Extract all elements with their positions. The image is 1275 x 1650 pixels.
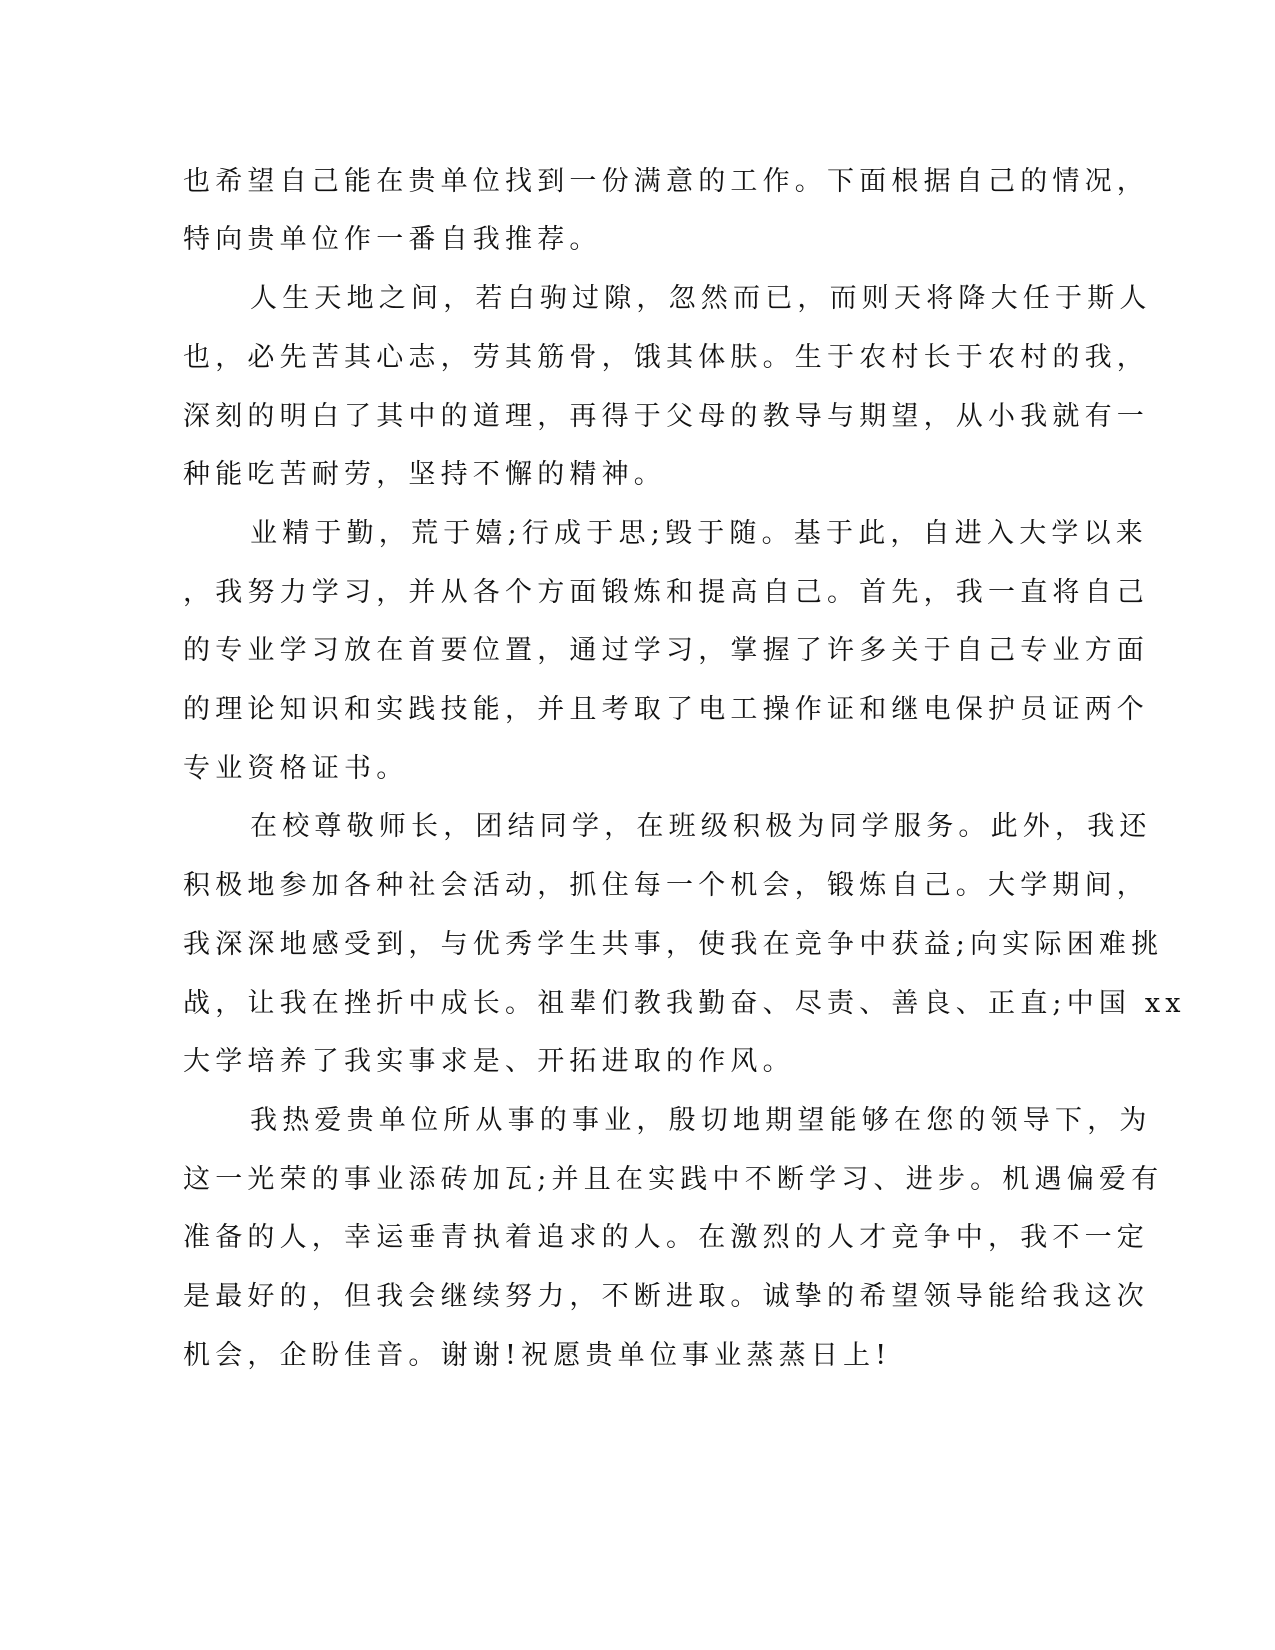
text-line: 积极地参加各种社会活动，抓住每一个机会，锻炼自己。大学期间， (183, 870, 1149, 901)
text-line: 是最好的，但我会继续努力，不断进取。诚挚的希望领导能给我这次 (183, 1281, 1149, 1312)
text-line: 这一光荣的事业添砖加瓦;并且在实践中不断学习、进步。机遇偏爱有 (183, 1164, 1164, 1195)
text-line: 我深深地感受到，与优秀学生共事，使我在竞争中获益;向实际困难挑 (183, 929, 1164, 960)
text-line: 也，必先苦其心志，劳其筋骨，饿其体肤。生于农村长于农村的我， (183, 342, 1149, 373)
text-line: ，我努力学习，并从各个方面锻炼和提高自己。首先，我一直将自己 (183, 577, 1149, 608)
paragraph-first-line: 业精于勤，荒于嬉;行成于思;毁于随。基于此，自进入大学以来 (250, 518, 1148, 549)
text-line: 深刻的明白了其中的道理，再得于父母的教导与期望，从小我就有一 (183, 401, 1149, 432)
text-line: 特向贵单位作一番自我推荐。 (183, 224, 602, 255)
text-line: 种能吃苦耐劳，坚持不懈的精神。 (183, 459, 666, 490)
text-line: 也希望自己能在贵单位找到一份满意的工作。下面根据自己的情况， (183, 166, 1149, 197)
text-line: 专业资格证书。 (183, 753, 409, 784)
paragraph-first-line: 在校尊敬师长，团结同学，在班级积极为同学服务。此外，我还 (250, 811, 1152, 842)
text-line: 大学培养了我实事求是、开拓进取的作风。 (183, 1046, 795, 1077)
text-line: 的理论知识和实践技能，并且考取了电工操作证和继电保护员证两个 (183, 694, 1149, 725)
text-line: 战，让我在挫折中成长。祖辈们教我勤奋、尽责、善良、正直;中国 xx (183, 988, 1186, 1019)
paragraph-first-line: 我热爱贵单位所从事的事业，殷切地期望能够在您的领导下，为 (250, 1105, 1152, 1136)
text-line: 的专业学习放在首要位置，通过学习，掌握了许多关于自己专业方面 (183, 635, 1149, 666)
paragraph-first-line: 人生天地之间，若白驹过隙，忽然而已，而则天将降大任于斯人 (250, 283, 1152, 314)
text-line: 机会，企盼佳音。谢谢!祝愿贵单位事业蒸蒸日上! (183, 1340, 892, 1371)
text-line: 准备的人，幸运垂青执着追求的人。在激烈的人才竞争中，我不一定 (183, 1222, 1149, 1253)
